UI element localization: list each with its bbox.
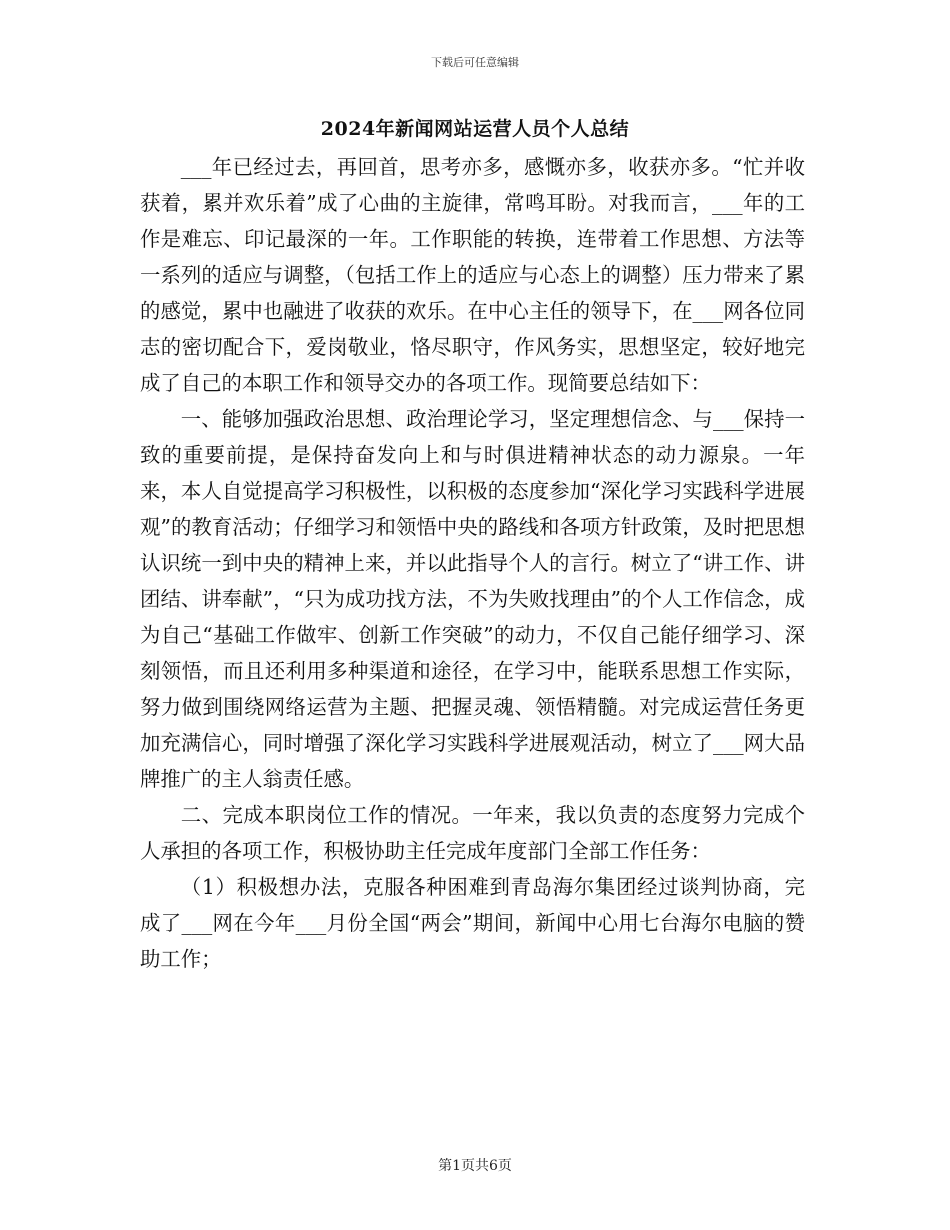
- paragraph-section-two: 二、完成本职岗位工作的情况。一年来，我以负责的态度努力完成个人承担的各项工作，积极协助主任完成年度部门全部工作任务：: [140, 803, 805, 863]
- paragraph-section-one: 一、能够加强政治思想、政治理论学习，坚定理想信念、与___保持一致的重要前提，是保持奋发向上和与时俱进精神状态的动力源泉。一年来，本人自觉提高学习积极性，以积极的态度参加“深化学习实践科学进展观”的教育活动；仔细学习和领悟中央的路线和各项方针政策，及时把思想认识统一到中央的精神上来，并以此指导个人的言行。树立了“讲工作、讲团结、讲奉献”，“只为成功找方法，不为失败找理由”的个人工作信念，成为自己“基础工作做牢、创新工作突破”的动力，不仅自己能仔细学习、深刻领悟，而且还利用多种渠道和途径，在学习中，能联系思想工作实际，努力做到围绕网络运营为主题、把握灵魂、领悟精髓。对完成运营任务更加充满信心，同时增强了深化学习实践科学进展观活动，树立了___网大品牌推广的主人翁责任感。: [140, 407, 805, 791]
- paragraph-intro: ___年已经过去，再回首，思考亦多，感慨亦多，收获亦多。“忙并收获着，累并欢乐着”成了心曲的主旋律，常鸣耳盼。对我而言，___年的工作是难忘、印记最深的一年。工作职能的转换，连带着工作思想、方法等一系列的适应与调整，（包括工作上的适应与心态上的调整）压力带来了累的感觉，累中也融进了收获的欢乐。在中心主任的领导下，在___网各位同志的密切配合下，爱岗敬业，恪尽职守，作风务实，思想坚定，较好地完成了自己的本职工作和领导交办的各项工作。现简要总结如下：: [140, 155, 805, 395]
- document-body: [140, 149, 805, 977]
- page-number: 第1页共6页: [438, 1158, 512, 1174]
- header-note: 下载后可任意编辑: [431, 56, 519, 69]
- paragraph-item-one: （1）积极想办法，克服各种困难到青岛海尔集团经过谈判协商，完成了___网在今年___月份全国“两会”期间，新闻中心用七台海尔电脑的赞助工作；: [140, 875, 805, 971]
- document-title: 2024年新闻网站运营人员个人总结: [320, 118, 630, 140]
